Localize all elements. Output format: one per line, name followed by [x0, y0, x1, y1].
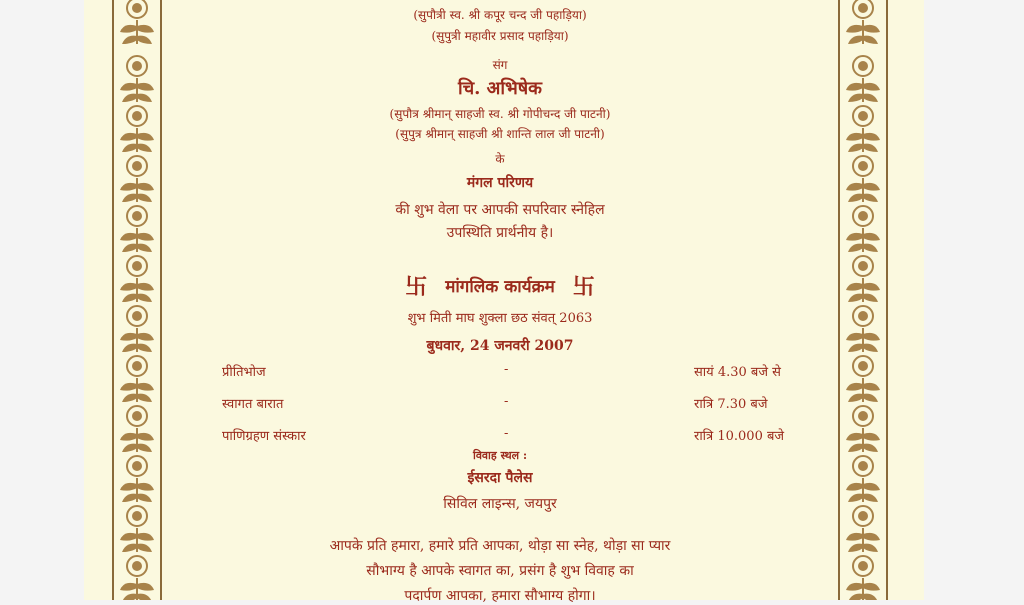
blessing-line-2: उपस्थिति प्रार्थनीय है।: [446, 225, 554, 241]
event-time: रात्रि 10.000 बजे: [694, 429, 785, 444]
event-date: बुधवार, 24 जनवरी 2007: [426, 338, 574, 354]
bride-grandparent-line: (सुपौत्री स्व. श्री कपूर चन्द जी पहाड़िया): [413, 8, 587, 22]
venue-name: ईसरदा पैलेस: [467, 470, 533, 486]
left-floral-border: [112, 0, 162, 600]
event-separator: -: [504, 362, 509, 377]
groom-grandparent-line: (सुपौत्र श्रीमान् साहजी स्व. श्री गोपीचन्द जी पाटनी): [389, 107, 611, 121]
mangal-parinay: मंगल परिणय: [466, 175, 534, 191]
swastika-symbol-left: 卐: [405, 274, 428, 300]
groom-parent-line: (सुपुत्र श्रीमान् साहजी श्री शान्ति लाल जी पाटनी): [395, 127, 605, 141]
poem-line-2: सौभाग्य है आपके स्वागत का, प्रसंग है शुभ विवाह का: [366, 563, 634, 579]
event-time: रात्रि 7.30 बजे: [694, 397, 768, 412]
event-separator: -: [504, 426, 509, 441]
sang-text: संग: [492, 58, 508, 72]
event-name: स्वागत बारात: [222, 397, 284, 412]
swastika-symbol-right: 卐: [572, 274, 595, 300]
right-floral-border: [838, 0, 888, 600]
venue-address: सिविल लाइन्स, जयपुर: [443, 496, 557, 512]
event-name: प्रीतिभोज: [222, 365, 266, 380]
groom-name: चि. अभिषेक: [458, 78, 542, 99]
blessing-line-1: की शुभ वेला पर आपकी सपरिवार स्नेहिल: [395, 202, 605, 218]
section-heading: मांगलिक कार्यक्रम: [445, 277, 555, 297]
floral-pattern-right: [840, 0, 886, 600]
poem-line-3: पदार्पण आपका, हमारा सौभाग्य होगा।: [404, 588, 596, 604]
tithi-line: शुभ मिती माघ शुक्ला छठ संवत् 2063: [407, 311, 593, 326]
ceremony-heading: [164, 270, 836, 301]
ke-text: के: [495, 152, 505, 166]
event-name: पाणिग्रहण संस्कार: [222, 429, 306, 444]
floral-pattern-left: [114, 0, 160, 600]
invitation-text: [164, 0, 836, 604]
event-separator: -: [504, 394, 509, 409]
poem-line-1: आपके प्रति हमारा, हमारे प्रति आपका, थोड़ा सा स्नेह, थोड़ा सा प्यार: [329, 538, 671, 554]
event-time: सायं 4.30 बजे से: [694, 365, 781, 380]
bride-parent-line: (सुपुत्री महावीर प्रसाद पहाड़िया): [431, 29, 569, 43]
venue-label: विवाह स्थल :: [472, 449, 528, 462]
